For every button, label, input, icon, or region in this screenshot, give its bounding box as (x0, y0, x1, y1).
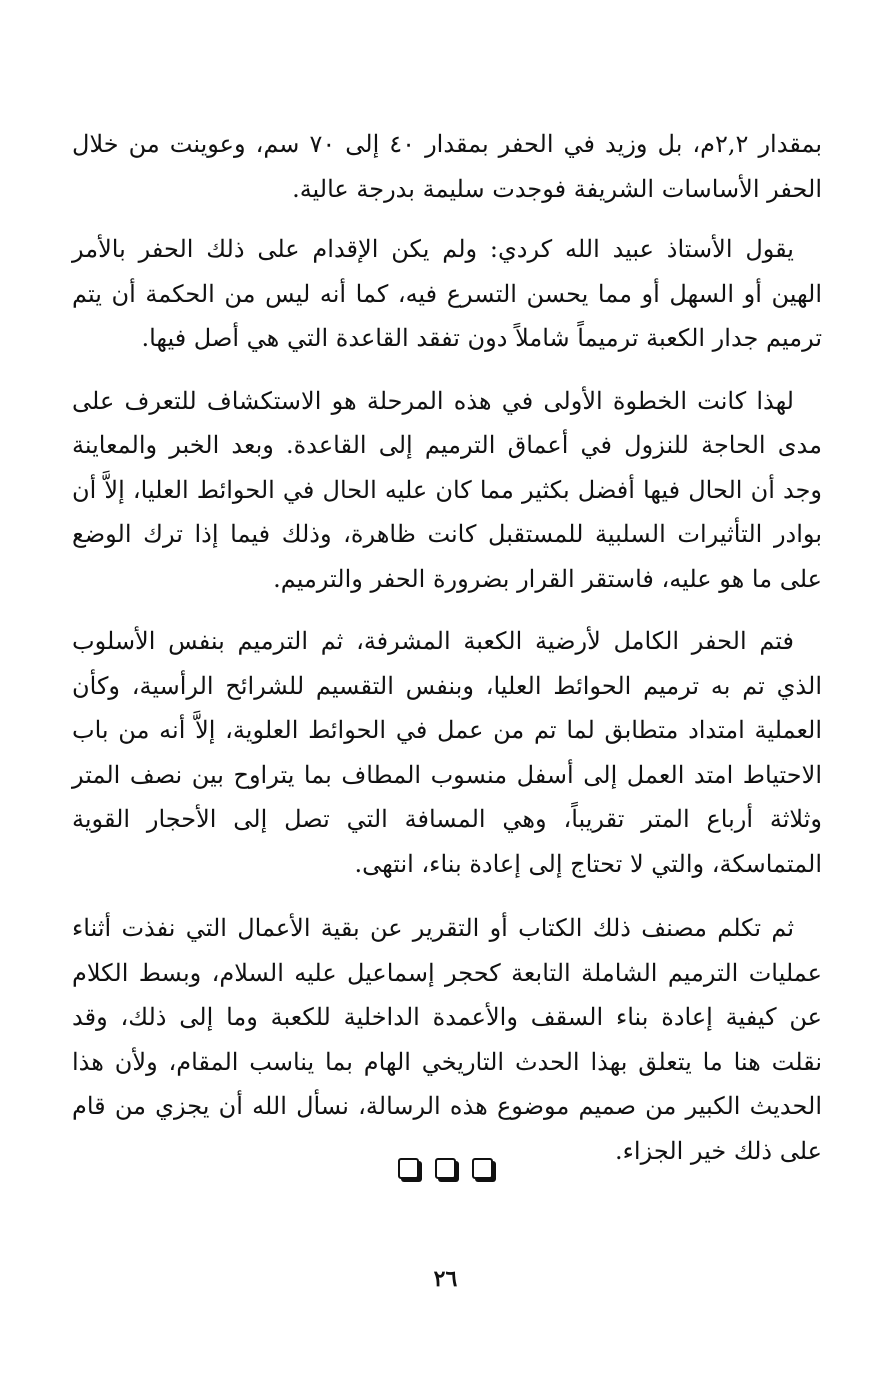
paragraph-5: ثم تكلم مصنف ذلك الكتاب أو التقرير عن بقية الأعمال التي نفذت أثناء عمليات الترميم الشاملة التابعة كحجر إسماعيل عليه السلام، وبسط الكلام عن كيفية إعادة بناء السقف والأعمدة الداخلية للكعبة وما إلى ذلك، وقد نقلت هنا ما يتعلق بهذا الحدث التاريخي الهام بما يناسب المقام، ولأن هذا الحديث الكبير من صميم موضوع هذه الرسالة، نسأل الله أن يجزي من قام على ذلك خير الجزاء. (72, 914, 822, 1165)
square-box-icon (398, 1158, 419, 1179)
page-body (72, 122, 822, 1173)
square-box-icon (472, 1158, 493, 1179)
paragraph-2: يقول الأستاذ عبيد الله كردي: ولم يكن الإقدام على ذلك الحفر بالأمر الهين أو السهل أو مما يحسن التسرع فيه، كما أنه ليس من الحكمة أن يتم ترميم جدار الكعبة ترميماً شاملاً دون تفقد القاعدة التي هي أصل فيها. (72, 235, 822, 352)
paragraph-3: لهذا كانت الخطوة الأولى في هذه المرحلة هو الاستكشاف للتعرف على مدى الحاجة للنزول في أعماق الترميم إلى القاعدة. وبعد الخبر والمعاينة وجد أن الحال فيها أفضل بكثير مما كان عليه الحال في الحوائط العليا، إلاَّ أن بوادر التأثيرات السلبية للمستقبل كانت ظاهرة، وذلك فيما إذا ترك الوضع على ما هو عليه، فاستقر القرار بضرورة الحفر والترميم. (72, 386, 822, 593)
section-end-ornament (0, 1158, 891, 1179)
page-number: ٢٦ (433, 1266, 458, 1292)
paragraph-1: بمقدار ٢,٢م، بل وزيد في الحفر بمقدار ٤٠ إلى ٧٠ سم، وعوينت من خلال الحفر الأساسات الشريفة فوجدت سليمة بدرجة عالية. (72, 130, 823, 203)
paragraph-4: فتم الحفر الكامل لأرضية الكعبة المشرفة، ثم الترميم بنفس الأسلوب الذي تم به ترميم الحوائط العليا، وبنفس التقسيم للشرائح الرأسية، وكأن العملية امتداد متطابق لما تم من عمل في الحوائط العلوية، إلاَّ أنه من باب الاحتياط امتد العمل إلى أسفل منسوب المطاف بما يتراوح بين نصف المتر وثلاثة أرباع المتر تقريباً، وهي المسافة التي تصل إلى الأحجار القوية المتماسكة، والتي لا تحتاج إلى إعادة بناء، انتهى. (72, 627, 823, 878)
square-box-icon (435, 1158, 456, 1179)
